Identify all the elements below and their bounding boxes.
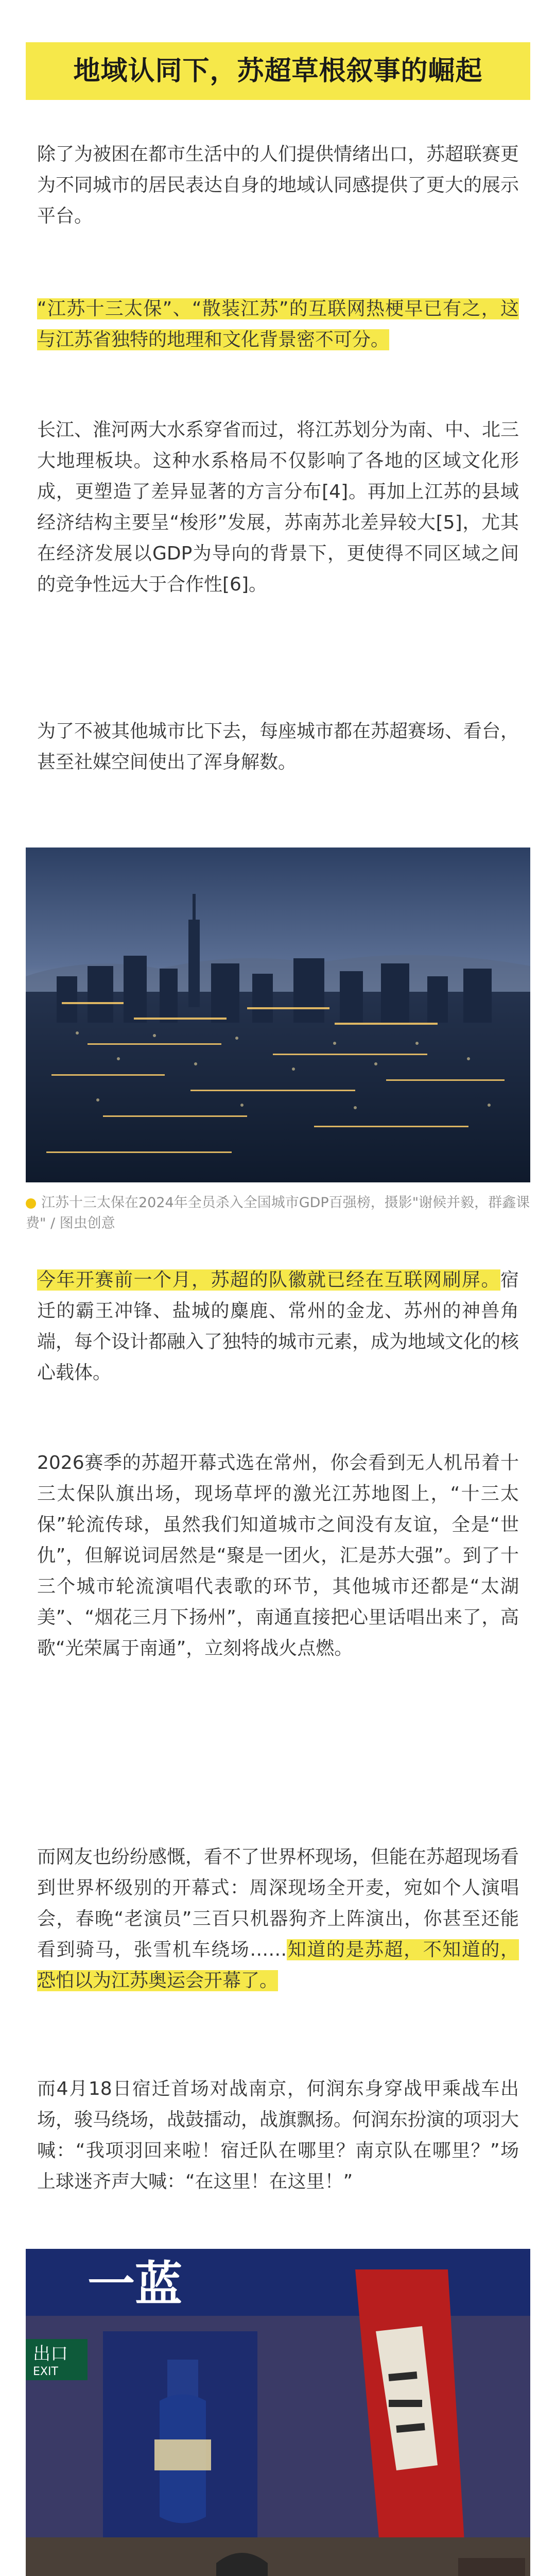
- paragraph-intro: 除了为被困在都市生活中的人们提供情绪出口，苏超联赛更为不同城市的居民表达自身的地域认同感提供了更大的展示平台。: [37, 144, 519, 227]
- paragraph-geography: 长江、淮河两大水系穿省而过，将江苏划分为南、中、北三大地理板块。这种水系格局不仅影响了各地的区域文化形成，更塑造了差异显著的方言分布[4]。再加上江苏的县域经济结构主要呈“梭形”发展，苏南苏北差异较大[5]，尤其在经济发展以GDP为导向的背景下，更使得不同区域之间的竞争性远大于合作性[6]。: [37, 419, 519, 595]
- section-title: 地域认同下，苏超草根叙事的崛起: [26, 42, 530, 100]
- exit-sign-cn: 出口: [33, 2344, 68, 2364]
- highlighted-text: “江苏十三太保”、“散装江苏”的互联网热梗早已有之，这与江苏省独特的地理和文化背景密不可分。: [37, 298, 519, 350]
- city-skyline-photo: [26, 848, 530, 1182]
- banner-text: 一蓝: [88, 2257, 183, 2312]
- paragraph-netizen-reaction: 而网友也纷纷感慨，看不了世界杯现场，但能在苏超现场看到世界杯级别的开幕式：周深现场全开麦，宛如个人演唱会，春晚“老演员”三百只机器狗齐上阵演出，你甚至还能看到骑马，张雪机车绕场……知道的是苏超，不知道的，恐怕以为江苏奥运会开幕了。: [37, 1846, 519, 1991]
- paragraph-suqian-vs-nanjing: 而4月18日宿迁首场对战南京，何润东身穿战甲乘战车出场，骏马绕场，战鼓擂动，战旗飘扬。何润东扮演的项羽大喊：“我项羽回来啦！宿迁队在哪里？南京队在哪里？”场上球迷齐声大喊：“在这里！在这里！”: [37, 2078, 519, 2192]
- paragraph-team-badges: 今年开赛前一个月，苏超的队徽就已经在互联网刷屏。宿迁的霸王冲锋、盐城的麋鹿、常州的金龙、苏州的神兽角端，每个设计都融入了独特的城市元素，成为地域文化的核心载体。: [37, 1269, 519, 1383]
- paragraph-opening-ceremony: 2026赛季的苏超开幕式选在常州，你会看到无人机吊着十三太保队旗出场，现场草坪的激光江苏地图上，“十三太保”轮流传球，虽然我们知道城市之间没有友谊，全是“世仇”，但解说词居然是“聚是一团火，汇是苏大强”。到了十三个城市轮流演唱代表歌的环节，其他城市还都是“太湖美”、“烟花三月下扬州”，南通直接把心里话唱出来了，高歌“光荣属于南通”，立刻将战火点燃。: [37, 1452, 519, 1659]
- highlighted-text: 知道的是苏超，不知道的，恐怕以为江苏奥运会开幕了。: [37, 1939, 519, 1991]
- match-stadium-photo: [26, 2249, 530, 2576]
- caption-dot-icon: [26, 1198, 36, 1209]
- paragraph-competition: 为了不被其他城市比下去，每座城市都在苏超赛场、看台，甚至社媒空间使出了浑身解数。: [37, 721, 519, 773]
- exit-sign-en: EXIT: [33, 2365, 58, 2378]
- city-photo-caption: 江苏十三太保在2024年全员杀入全国城市GDP百强榜，摄影"谢候并毅，群鑫课费" / 图虫创意: [26, 1195, 530, 1231]
- paragraph-highlight-memes: [37, 294, 519, 355]
- highlighted-text: 今年开赛前一个月，苏超的队徽就已经在互联网刷屏。: [37, 1269, 500, 1291]
